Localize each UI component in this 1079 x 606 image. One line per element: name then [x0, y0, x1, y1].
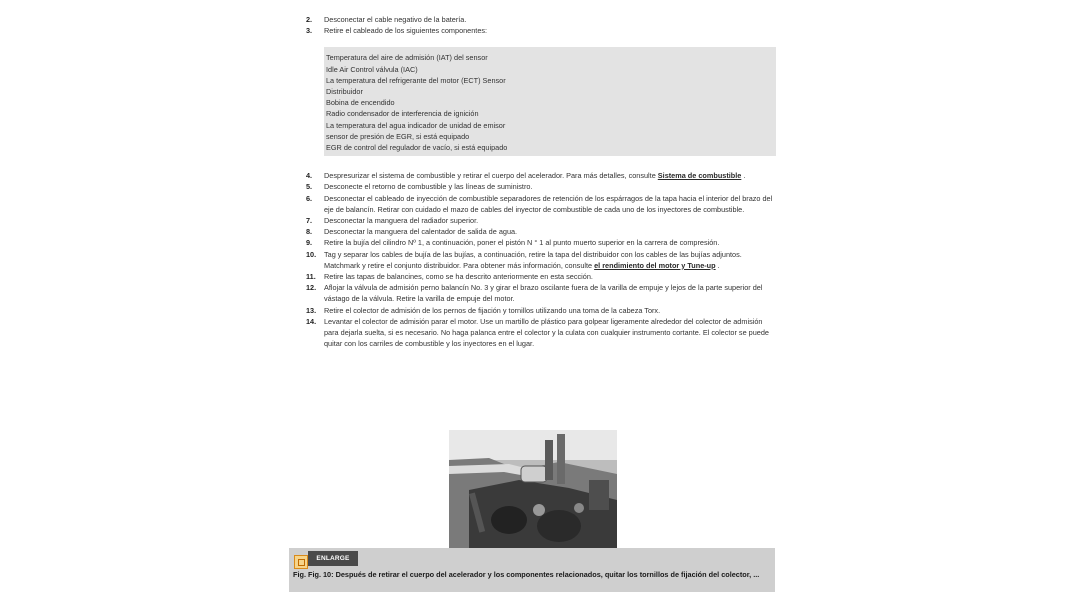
component-item: Distribuidor [326, 87, 363, 97]
step-text: Desconectar la manguera del calentador de salida de agua. [324, 227, 518, 237]
step-number: 11. [306, 272, 316, 282]
step-text: Levantar el colector de admisión parar el motor. Use un martillo de plástico para golpear ligeramente alrededor del colector de admisión para dejarla suelta, si es necesario. No haga palanca entre el colector y la culata con cualquier instrumento cortante. El colector se puede quitar con los carriles de combustible y los inyectores en el lugar. [324, 316, 769, 349]
component-item: La temperatura del refrigerante del motor (ECT) Sensor [326, 75, 506, 85]
step-text: Retire la bujía del cilindro Nº 1, a continuación, poner el pistón N ° 1 al punto muerto superior en la carrera de compresión. [324, 238, 720, 248]
step-item [306, 316, 776, 350]
step-text-block [324, 14, 776, 25]
step-item [306, 14, 776, 25]
step-text-block [324, 316, 776, 350]
step-number: 2. [306, 15, 313, 24]
step-text-after: . [715, 260, 720, 270]
enlarge-button[interactable]: ENLARGE [308, 551, 358, 566]
figure-caption-box [289, 548, 775, 592]
step-text-block [324, 25, 776, 36]
document-body [306, 14, 776, 349]
step-item [306, 237, 776, 248]
step-text-block [324, 271, 776, 282]
step-reference-link[interactable]: Sistema de combustible [657, 171, 742, 181]
component-item: Temperatura del aire de admisión (IAT) del sensor [326, 53, 488, 63]
component-item: sensor de presión de EGR, si está equipado [326, 131, 470, 141]
step-text-block [324, 237, 776, 248]
step-text: Retire el colector de admisión de los pernos de fijación y tornillos utilizando una toma de la cabeza Torx. [324, 305, 661, 315]
step-text-block [324, 170, 776, 181]
step-text-block [324, 282, 776, 304]
component-item: Idle Air Control válvula (IAC) [326, 64, 418, 74]
step-item [306, 305, 776, 316]
component-item: EGR de control del regulador de vacío, si está equipado [326, 143, 508, 153]
engine-photo-image [449, 430, 617, 548]
step-text: Desconectar la manguera del radiador superior. [324, 216, 479, 226]
step-text: Tag y separar los cables de bujía de las bujías, a continuación, retire la tapa del distribuidor con los cables de las bujías adjuntos. Matchmark y retire el conjunto distribuidor. Para obtener más información, consulte [324, 249, 742, 270]
step-number: 8. [306, 227, 313, 237]
step-item [306, 193, 776, 215]
step-text-block [324, 226, 776, 237]
step-item [306, 181, 776, 192]
step-number: 5. [306, 182, 313, 192]
components-list [324, 47, 776, 156]
step-text: Desconecte el retorno de combustible y las líneas de suministro. [324, 182, 533, 192]
step-item [306, 282, 776, 304]
step-item [306, 249, 776, 271]
step-item [306, 215, 776, 226]
step-number: 3. [306, 26, 313, 36]
component-item: Radio condensador de interferencia de ignición [326, 109, 479, 119]
step-text: Desconectar el cable negativo de la batería. [324, 15, 467, 24]
step-text: Retire el cableado de los siguientes componentes: [324, 26, 488, 36]
step-text: Retire las tapas de balancines, como se ha descrito anteriormente en esta sección. [324, 272, 593, 282]
enlarge-icon[interactable] [294, 555, 308, 569]
step-reference-link[interactable]: el rendimiento del motor y Tune-up [594, 260, 716, 270]
component-item: Bobina de encendido [326, 98, 395, 108]
step-item [306, 226, 776, 237]
step-number: 4. [306, 171, 313, 181]
step-text: Aflojar la válvula de admisión perno balancín No. 3 y girar el brazo oscilante fuera de la varilla de empuje y lejos de la parte superior del vástago de la válvula. Retire la varilla de empuje del motor. [324, 283, 763, 304]
step-text-after: . [741, 171, 746, 181]
component-item: La temperatura del agua indicador de unidad de emisor [326, 120, 506, 130]
step-text-block [324, 305, 776, 316]
step-text-block [324, 249, 776, 271]
step-item [306, 271, 776, 282]
steps-list-after [306, 170, 776, 349]
figure-photo[interactable] [449, 430, 617, 548]
step-number: 7. [306, 216, 313, 226]
step-number: 13. [306, 305, 317, 315]
step-text-block [324, 215, 776, 226]
step-number: 9. [306, 238, 313, 248]
step-item [306, 25, 776, 36]
step-text-block [324, 181, 776, 192]
step-text-block [324, 193, 776, 215]
step-number: 12. [306, 283, 317, 293]
steps-list-before [306, 14, 776, 36]
step-number: 10. [306, 249, 317, 259]
step-number: 6. [306, 193, 313, 203]
step-text: Despresurizar el sistema de combustible y retirar el cuerpo del acelerador. Para más detalles, consulte [324, 171, 658, 181]
step-text: Desconectar el cableado de inyección de combustible separadores de retención de los espárragos de la tapa hacia el interior del brazo del eje de balancín. Retirar con cuidado el mazo de cables del inyector de combustible de cada uno de los inyectores de combustible. [324, 193, 773, 214]
figure-caption: Fig. Fig. 10: Después de retirar el cuerpo del acelerador y los componentes relacionados, quitar los tornillos de fijación del colector, ... [293, 570, 760, 579]
step-item [306, 170, 776, 181]
step-number: 14. [306, 316, 317, 326]
